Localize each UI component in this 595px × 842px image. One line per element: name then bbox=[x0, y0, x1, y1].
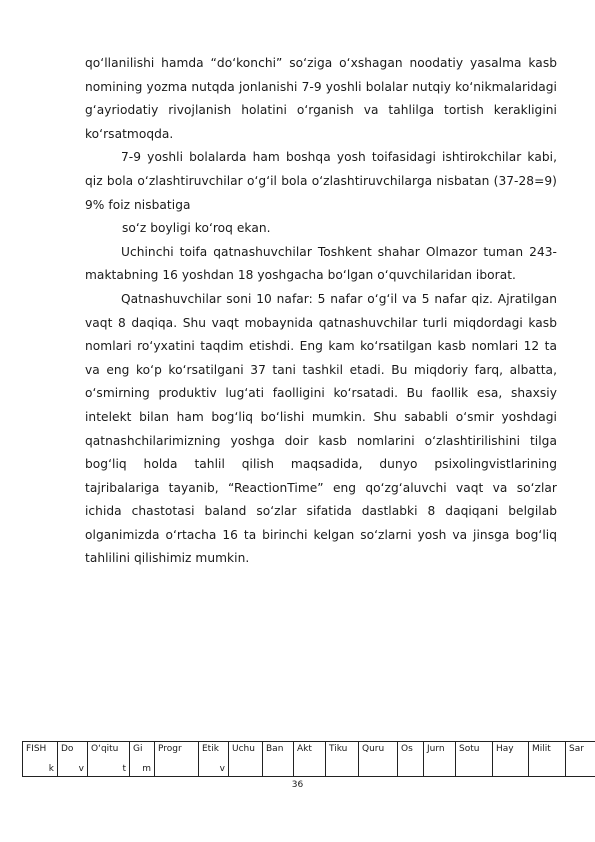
page-number: 36 bbox=[291, 780, 304, 790]
table-cell: Etik v bbox=[199, 742, 229, 777]
table-cell: Progr bbox=[155, 742, 199, 777]
table-cell: Sotu bbox=[456, 742, 493, 777]
paragraph-participants: Qatnashuvchilar soni 10 nafar: 5 nafar o‘g‘il va 5 nafar qiz. Ajratilgan vaqt 8 daqiqa. Shu vaqt mobaynida qatnashuvchilar turli miqdordagi kasb nomlari ro‘yxatini taqdim etishdi. Eng kam ko‘rsatilgan kasb nomlari 12 ta va eng ko‘p ko‘rsatilgani 37 tani tashkil etadi. Bu miqdoriy farq, albatta, o‘smirning produktiv lug‘ati faolligini ko‘rsatadi. Bu faollik esa, shaxsiy intelekt bilan ham bog‘liq bo‘lishi mumkin. Shu sababli o‘smir yoshdagi qatnashchilarimizning yoshga doir kasb nomlarini o‘zlashtirilishini tilga bog‘liq holda tahlil qilish maqsadida, dunyo psixolingvistlarining tajribalariga tayanib, “ReactionTime” eng qo‘zg‘aluvchi vaqt va so‘zlar ichida chastotasi baland so‘zlar sifatida dastlabki 8 daqiqani belgilab olganimizda o‘rtacha 16 ta birinchi kelgan so‘zlarni yosh va jinsga bog‘liq tahlilini qilishimiz mumkin. bbox=[85, 291, 557, 566]
table-cell: Ban bbox=[263, 742, 294, 777]
table-cell: Hay bbox=[493, 742, 529, 777]
table-cell: Os bbox=[398, 742, 424, 777]
paragraph-vocabulary-note: so‘z boyligi ko‘roq ekan. bbox=[122, 221, 271, 236]
table-cell: Jurn bbox=[424, 742, 456, 777]
table-cell: Quru bbox=[359, 742, 398, 777]
table-cell: Milit bbox=[529, 742, 566, 777]
paragraph-age-7-9: 7-9 yoshli bolalarda ham boshqa yosh toifasidagi ishtirokchilar kabi, qiz bola o‘zlashtiruvchilar o‘g‘il bola o‘zlashtiruvchilarga nisbatan (37-28=9) 9% foiz nisbatiga bbox=[85, 150, 557, 212]
table-cell: FISH k bbox=[23, 742, 58, 777]
table-cell: Do v bbox=[58, 742, 88, 777]
table-cell: Tiku bbox=[326, 742, 359, 777]
table-row bbox=[23, 742, 595, 777]
table-cell: Gi m bbox=[130, 742, 155, 777]
body-text bbox=[85, 52, 557, 571]
table-cell: Akt bbox=[294, 742, 326, 777]
table-cell: O‘qitu t bbox=[88, 742, 130, 777]
table-cell: Sar bbox=[566, 742, 595, 777]
profession-table bbox=[22, 741, 595, 777]
table-cell: Uchu bbox=[229, 742, 263, 777]
paragraph-third-group: Uchinchi toifa qatnashuvchilar Toshkent shahar Olmazor tuman 243-maktabning 16 yoshdan 18 yoshgacha bo‘lgan o‘quvchilaridan iborat. bbox=[85, 244, 557, 283]
paragraph-continuation: qo‘llanilishi hamda “do‘konchi” so‘ziga o‘xshagan noodatiy yasalma kasb nomining yozma nutqda jonlanishi 7-9 yoshli bolalar nutqiy ko‘nikmalaridagi g‘ayriodatiy rivojlanish holatini o‘rganish va tahlilga tortish kerakligini ko‘rsatmoqda. bbox=[85, 56, 557, 141]
